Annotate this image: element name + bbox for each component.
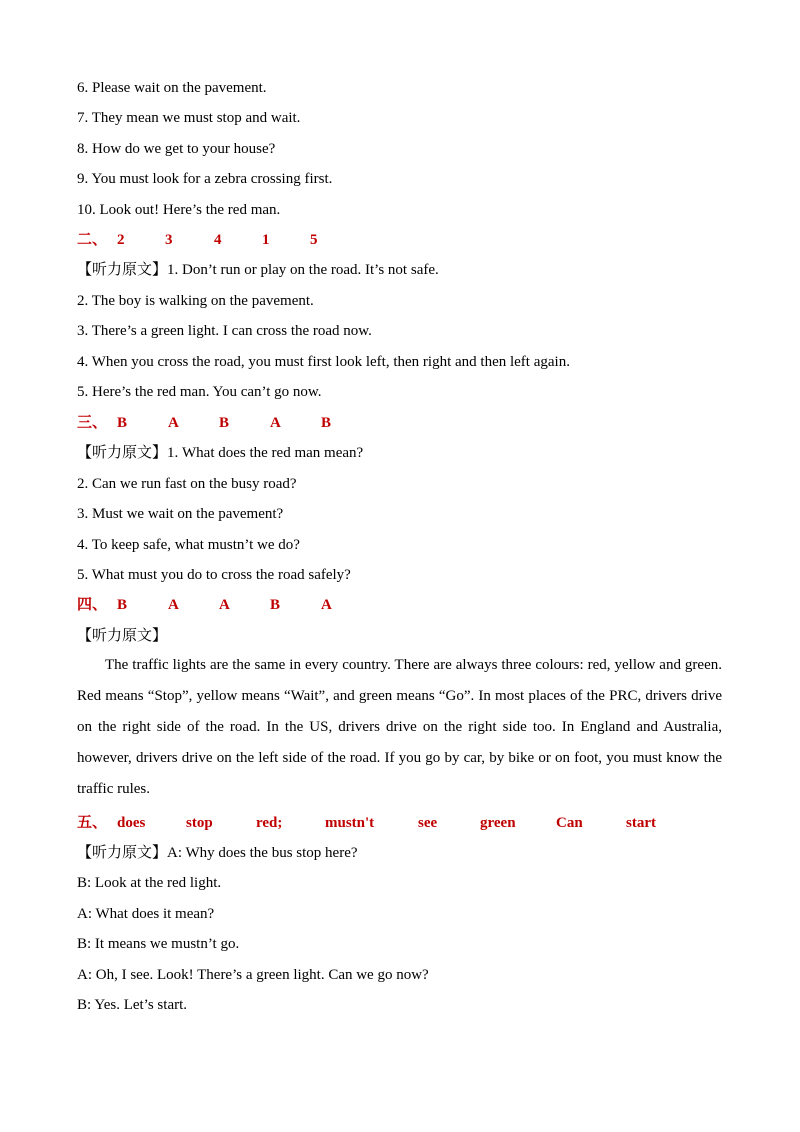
text-line: 3. Must we wait on the pavement? — [77, 506, 284, 522]
text-line: 3. There’s a green light. I can cross the road now. — [77, 323, 372, 339]
text-line: B: Look at the red light. — [77, 875, 222, 891]
answer: start — [626, 815, 656, 831]
passage-paragraph: The traffic lights are the same in every country. There are always three colours: red, yellow and green. Red means “Stop”, yellow means “Wait”, and green means “Go”. In most places of the PRC, drivers drive on the right side of the road. In the US, drivers drive on the right side too. In England and Australia, however, drivers drive on the left side of the road. If you go by car, by bike or on foot, you must know the traffic rules. — [77, 657, 722, 797]
text-line: 4. To keep safe, what mustn’t we do? — [77, 537, 300, 553]
answer: Can — [556, 815, 583, 831]
section-label: 四、 — [77, 597, 108, 613]
text-line: 【听力原文】1. What does the red man mean? — [77, 445, 364, 461]
text-line: 2. The boy is walking on the pavement. — [77, 293, 314, 309]
answer: does — [117, 815, 146, 831]
answer: B — [219, 415, 230, 431]
answer: A — [219, 597, 230, 613]
text-line: 4. When you cross the road, you must first look left, then right and then left again. — [77, 354, 570, 370]
text-line: 【听力原文】A: Why does the bus stop here? — [77, 845, 358, 861]
text-line: 8. How do we get to your house? — [77, 141, 276, 157]
text-line: 2. Can we run fast on the busy road? — [77, 476, 297, 492]
answer: A — [270, 415, 281, 431]
text-line: 10. Look out! Here’s the red man. — [77, 202, 281, 218]
answer: mustn't — [325, 815, 375, 831]
answer: stop — [186, 815, 213, 831]
text-line: 【听力原文】1. Don’t run or play on the road. It’s not safe. — [77, 262, 439, 278]
answer: 1 — [262, 232, 270, 248]
answer: green — [480, 815, 516, 831]
answer: 3 — [165, 232, 173, 248]
answer: red; — [256, 815, 283, 831]
text-line: A: What does it mean? — [77, 906, 215, 922]
answer: 5 — [310, 232, 318, 248]
text-line: 5. What must you do to cross the road safely? — [77, 567, 351, 583]
answer: B — [270, 597, 281, 613]
section-label: 三、 — [77, 415, 108, 431]
section-label: 五、 — [77, 815, 108, 831]
text-line: 9. You must look for a zebra crossing first. — [77, 171, 333, 187]
text-line: 7. They mean we must stop and wait. — [77, 110, 301, 126]
answer: A — [321, 597, 332, 613]
listening-label: 【听力原文】 — [77, 628, 168, 644]
answer: B — [117, 597, 128, 613]
text-line: 6. Please wait on the pavement. — [77, 80, 267, 96]
answer: B — [321, 415, 332, 431]
answer: B — [117, 415, 128, 431]
answer: A — [168, 415, 179, 431]
answer: A — [168, 597, 179, 613]
text-line: B: It means we mustn’t go. — [77, 936, 240, 952]
text-line: A: Oh, I see. Look! There’s a green light. Can we go now? — [77, 967, 429, 983]
answer: 2 — [117, 232, 125, 248]
text-line: B: Yes. Let’s start. — [77, 997, 188, 1013]
answer: see — [418, 815, 438, 831]
text-line: 5. Here’s the red man. You can’t go now. — [77, 384, 322, 400]
section-label: 二、 — [77, 232, 108, 248]
answer: 4 — [214, 232, 222, 248]
